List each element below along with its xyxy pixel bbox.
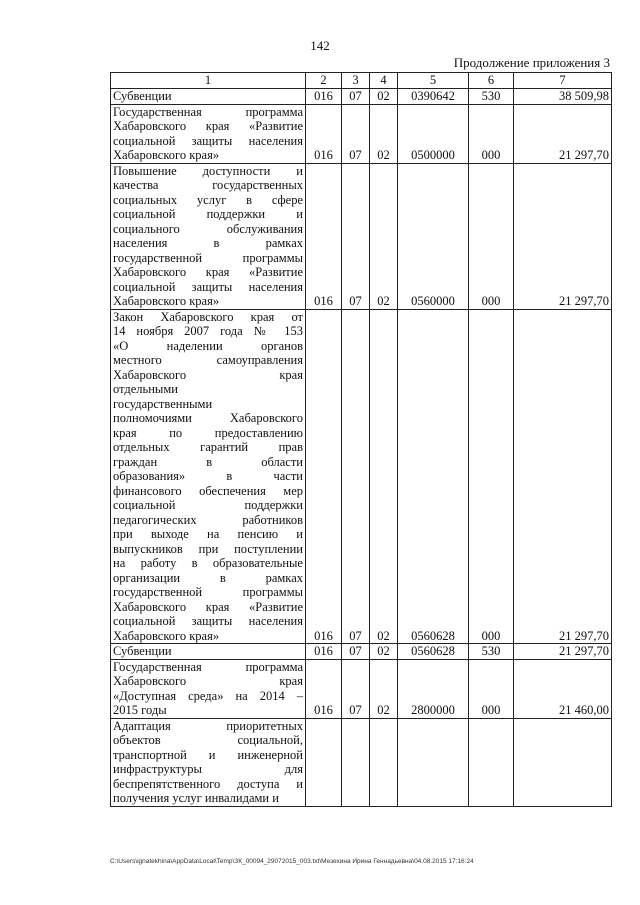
row-name-line: Государственная программа [113, 104, 303, 119]
row-name-line: при выходе на пенсию и [113, 527, 303, 541]
row-name-line: местного самоуправления [113, 353, 303, 367]
row-name-cell [111, 718, 306, 806]
row-c7-cell: 38 509,98 [514, 89, 612, 105]
row-name-line: транспортной и инженерной [113, 747, 303, 762]
row-name-line: 2015 годы [113, 703, 167, 717]
row-c4-cell: 02 [370, 89, 398, 105]
row-c5-cell [398, 718, 469, 806]
row-c5-cell: 0500000 [398, 104, 469, 163]
column-header: 5 [398, 73, 469, 89]
page-number: 142 [310, 38, 330, 53]
row-name-line: края по предоставлению [113, 425, 303, 440]
header-row [111, 73, 612, 89]
row-c7-cell: 21 460,00 [514, 659, 612, 718]
row-c7-cell: 21 297,70 [514, 104, 612, 163]
row-c6-cell: 000 [469, 163, 514, 309]
row-name-line: Адаптация приоритетных [113, 718, 303, 733]
row-name-cell [111, 89, 306, 105]
row-name-line: Хабаровского края «Развитие [113, 599, 303, 614]
footer-file-path: C:\Users\ignatekhina\AppData\Local\Temp\ЗК_00094_29072015_003.txt\Мезехина Ирина Геннадьевна\04.08.2015 17:16:24 [110, 858, 474, 865]
table-row [111, 163, 612, 309]
continuation-label: Продолжение приложения 3 [453, 55, 610, 70]
row-c5-cell: 0560628 [398, 644, 469, 660]
row-c7-cell [514, 718, 612, 806]
row-name-line: Хабаровского края [113, 674, 303, 688]
row-name-line: отдельных гарантий прав [113, 440, 303, 454]
row-name-line: качества государственных [113, 178, 303, 192]
table-row [111, 718, 612, 806]
row-c3-cell: 07 [342, 659, 370, 718]
row-c6-cell: 530 [469, 644, 514, 660]
row-name-line: выпускников при поступлении [113, 541, 303, 556]
row-c4-cell: 02 [370, 104, 398, 163]
row-name-line: Повышение доступности и [113, 163, 303, 178]
row-c2-cell: 016 [306, 89, 342, 105]
row-name-line: граждан в области [113, 454, 303, 469]
row-c2-cell: 016 [306, 309, 342, 644]
row-c3-cell: 07 [342, 644, 370, 660]
row-c5-cell: 0390642 [398, 89, 469, 105]
row-name-cell [111, 644, 306, 660]
row-name-line: социальной поддержки [113, 498, 303, 512]
column-header: 1 [111, 73, 306, 89]
column-header: 2 [306, 73, 342, 89]
row-name-line: финансового обеспечения мер [113, 483, 303, 498]
row-name-line: социального обслуживания [113, 221, 303, 236]
table-row [111, 104, 612, 163]
row-name-line: на работу в образовательные [113, 556, 303, 570]
row-c3-cell: 07 [342, 309, 370, 644]
row-c5-cell: 0560628 [398, 309, 469, 644]
row-name-line: социальной защиты населения [113, 614, 303, 628]
row-name-line: Государственная программа [113, 659, 303, 674]
row-c4-cell: 02 [370, 659, 398, 718]
row-c7-cell: 21 297,70 [514, 163, 612, 309]
row-name-line: государственными [113, 396, 213, 411]
table-row [111, 89, 612, 105]
row-c5-cell: 2800000 [398, 659, 469, 718]
row-name-line: 14 ноября 2007 года № 153 [113, 324, 303, 338]
row-name-line: Хабаровского края [113, 367, 303, 382]
row-name-line: Хабаровского края» [113, 628, 220, 643]
row-name-line: Закон Хабаровского края от [113, 309, 303, 324]
row-c6-cell: 000 [469, 309, 514, 644]
table-row [111, 644, 612, 660]
row-c2-cell: 016 [306, 659, 342, 718]
table-body [111, 89, 612, 807]
column-header: 3 [342, 73, 370, 89]
row-c2-cell: 016 [306, 104, 342, 163]
row-name-line: Субвенции [113, 89, 172, 103]
row-name-line: беспрепятственного доступа и [113, 776, 303, 791]
row-name-line: образования» в части [113, 469, 303, 483]
row-name-line: Хабаровского края «Развитие [113, 119, 303, 133]
row-name-cell [111, 309, 306, 644]
row-c6-cell: 530 [469, 89, 514, 105]
row-name-cell [111, 659, 306, 718]
row-c2-cell: 016 [306, 644, 342, 660]
row-name-cell [111, 104, 306, 163]
row-c7-cell: 21 297,70 [514, 644, 612, 660]
column-header: 6 [469, 73, 514, 89]
row-name-line: объектов социальной, [113, 733, 303, 747]
row-c3-cell: 07 [342, 104, 370, 163]
row-name-line: Хабаровского края «Развитие [113, 265, 303, 279]
column-header: 4 [370, 73, 398, 89]
row-name-line: Хабаровского края» [113, 148, 220, 162]
row-name-line: организации в рамках [113, 570, 303, 585]
row-name-line: государственной программы [113, 585, 303, 599]
row-name-line: социальных услуг в сфере [113, 192, 303, 207]
row-c3-cell: 07 [342, 163, 370, 309]
row-name-line: получения услуг инвалидами и [113, 791, 279, 805]
row-c6-cell [469, 718, 514, 806]
row-c7-cell: 21 297,70 [514, 309, 612, 644]
row-c6-cell: 000 [469, 659, 514, 718]
row-name-line: «Доступная среда» на 2014 – [113, 688, 303, 703]
row-name-line: Хабаровского края» [113, 294, 220, 308]
row-name-line: социальной защиты населения [113, 279, 303, 294]
row-name-line: государственной программы [113, 250, 303, 265]
row-name-line: населения в рамках [113, 236, 303, 250]
row-name-line: социальной поддержки и [113, 207, 303, 221]
row-c4-cell [370, 718, 398, 806]
row-c2-cell: 016 [306, 163, 342, 309]
row-c4-cell: 02 [370, 163, 398, 309]
row-c3-cell [342, 718, 370, 806]
row-c2-cell [306, 718, 342, 806]
row-name-cell [111, 163, 306, 309]
table-row [111, 309, 612, 644]
row-c5-cell: 0560000 [398, 163, 469, 309]
row-name-line: социальной защиты населения [113, 133, 303, 148]
row-name-line: педагогических работников [113, 512, 303, 527]
column-header: 7 [514, 73, 612, 89]
row-c6-cell: 000 [469, 104, 514, 163]
budget-table [110, 72, 612, 807]
row-name-line: отдельными [113, 382, 178, 396]
row-c4-cell: 02 [370, 309, 398, 644]
row-c3-cell: 07 [342, 89, 370, 105]
row-name-line: «О наделении органов [113, 338, 303, 353]
row-c4-cell: 02 [370, 644, 398, 660]
row-name-line: Субвенции [113, 644, 172, 658]
row-name-line: инфраструктуры для [113, 762, 303, 776]
row-name-line: полномочиями Хабаровского [113, 411, 303, 425]
table-row [111, 659, 612, 718]
